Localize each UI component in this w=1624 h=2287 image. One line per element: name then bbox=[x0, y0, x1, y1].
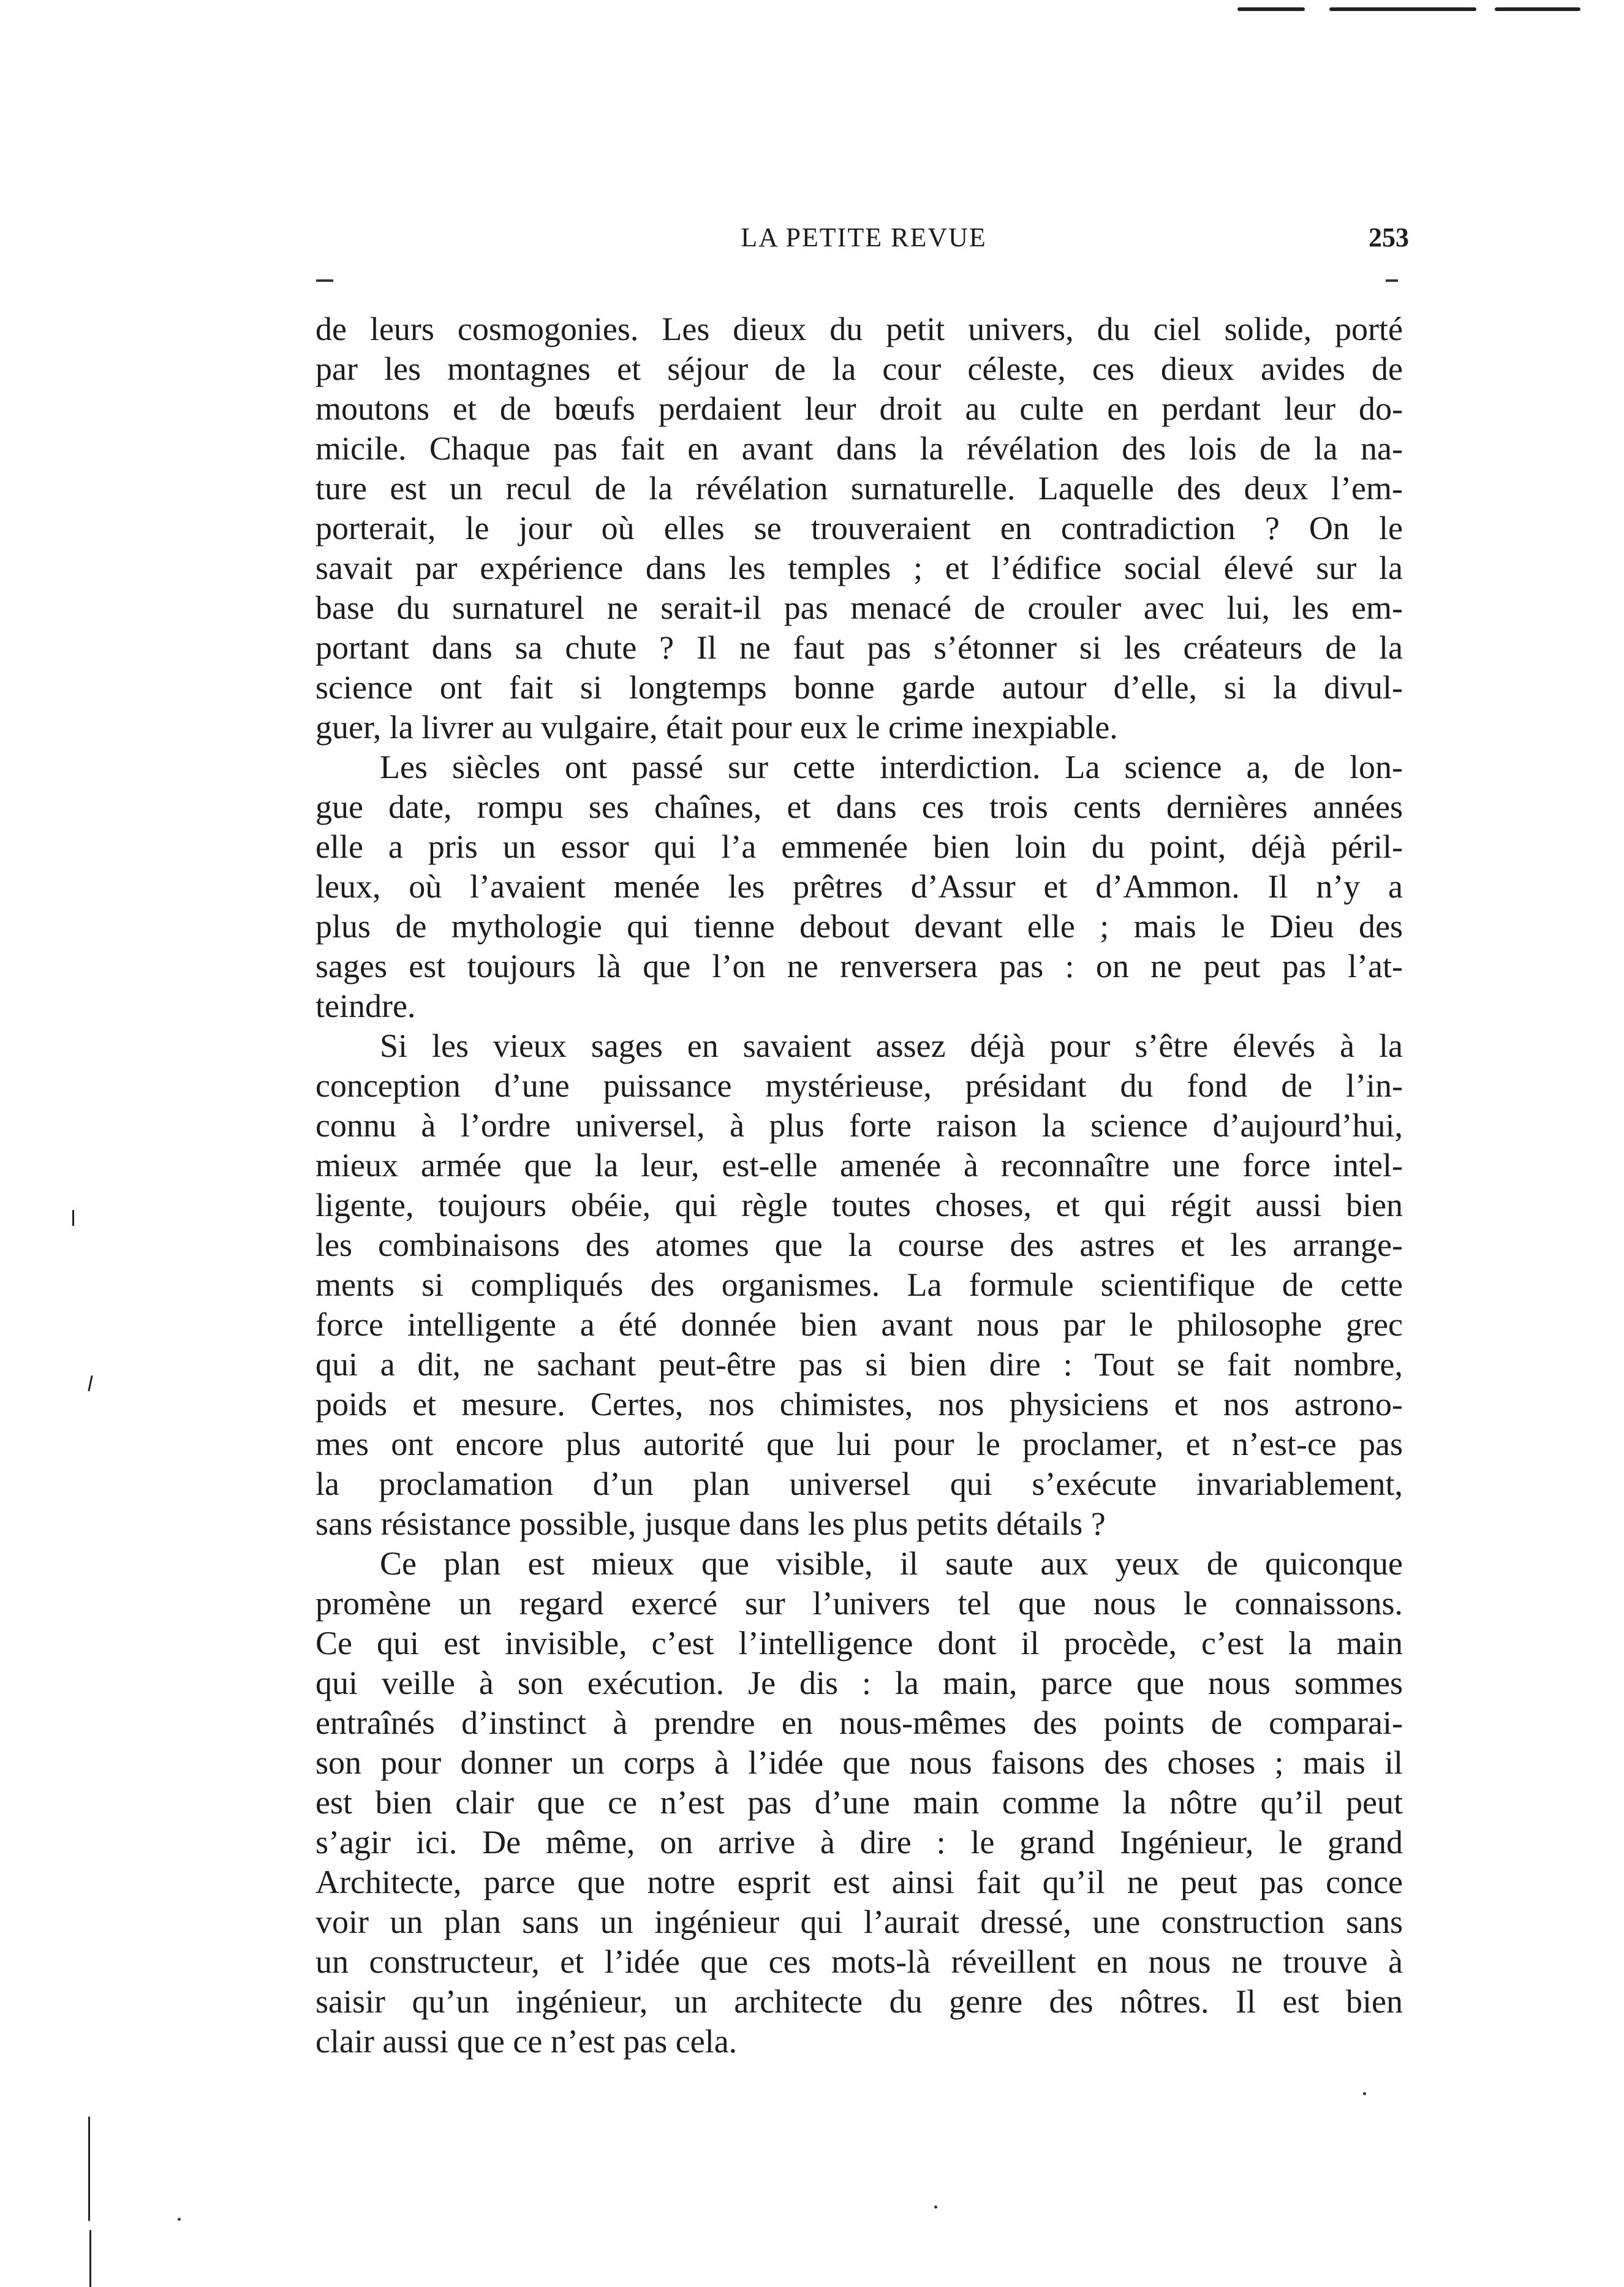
scan-artifact-top bbox=[1495, 7, 1581, 11]
text-line: un constructeur, et l’idée que ces mots-là réveillent en nous ne trouve à bbox=[315, 1943, 1403, 1980]
scan-speck bbox=[178, 2218, 181, 2221]
margin-scan-mark bbox=[88, 1375, 93, 1391]
text-line: les combinaisons des atomes que la course des astres et les arrange- bbox=[315, 1227, 1403, 1263]
text-line: ligente, toujours obéie, qui règle toutes choses, et qui régit aussi bien bbox=[315, 1187, 1403, 1223]
text-line: base du surnaturel ne serait-il pas menacé de crouler avec lui, les em- bbox=[315, 589, 1403, 626]
text-line: son pour donner un corps à l’idée que nous faisons des choses ; mais il bbox=[315, 1744, 1403, 1781]
margin-scan-mark bbox=[88, 2117, 90, 2221]
text-line: teindre. bbox=[315, 988, 416, 1024]
text-line: leux, où l’avaient menée les prêtres d’Assur et d’Ammon. Il n’y a bbox=[315, 868, 1403, 905]
text-line: porterait, le jour où elles se trouveraient en contradiction ? On le bbox=[315, 510, 1403, 546]
text-line: mes ont encore plus autorité que lui pour le proclamer, et n’est-ce pas bbox=[315, 1426, 1403, 1462]
text-line: mieux armée que la leur, est-elle amenée à reconnaître une force intel- bbox=[315, 1147, 1403, 1184]
text-line: entraînés d’instinct à prendre en nous-mêmes des points de comparai- bbox=[315, 1704, 1403, 1741]
text-line: qui veille à son exécution. Je dis : la main, parce que nous sommes bbox=[315, 1665, 1403, 1701]
text-line: portant dans sa chute ? Il ne faut pas s’étonner si les créateurs de la bbox=[315, 629, 1403, 666]
text-line: elle a pris un essor qui l’a emmenée bien loin du point, déjà péril- bbox=[315, 828, 1403, 865]
running-head: LA PETITE REVUE bbox=[741, 222, 987, 252]
text-line: guer, la livrer au vulgaire, était pour eux le crime inexpiable. bbox=[315, 709, 1118, 746]
text-line: de leurs cosmogonies. Les dieux du petit univers, du ciel solide, porté bbox=[315, 311, 1403, 347]
text-line: Les siècles ont passé sur cette interdiction. La science a, de lon- bbox=[380, 749, 1403, 785]
page-header bbox=[319, 222, 1409, 265]
text-line: moutons et de bœufs perdaient leur droit au culte en perdant leur do- bbox=[315, 390, 1403, 427]
text-line: plus de mythologie qui tienne debout devant elle ; mais le Dieu des bbox=[315, 908, 1403, 945]
text-line: savait par expérience dans les temples ; et l’édifice social élevé sur la bbox=[315, 550, 1403, 586]
text-line: ments si compliqués des organismes. La formule scientifique de cette bbox=[315, 1266, 1403, 1303]
scan-artifact-top bbox=[1237, 7, 1305, 11]
page-number: 253 bbox=[1369, 222, 1409, 252]
text-line: Ce plan est mieux que visible, il saute aux yeux de quiconque bbox=[380, 1545, 1403, 1582]
text-line: force intelligente a été donnée bien avant nous par le philosophe grec bbox=[315, 1306, 1403, 1343]
text-line: voir un plan sans un ingénieur qui l’aurait dressé, une construction sans bbox=[315, 1903, 1403, 1940]
text-line: gue date, rompu ses chaînes, et dans ces trois cents dernières années bbox=[315, 788, 1403, 825]
margin-scan-mark bbox=[72, 1210, 74, 1226]
text-line: science ont fait si longtemps bonne garde autour d’elle, si la divul- bbox=[315, 669, 1403, 706]
scan-artifact-top bbox=[1329, 7, 1476, 11]
text-line: Architecte, parce que notre esprit est ainsi fait qu’il ne peut pas conce bbox=[315, 1864, 1403, 1900]
margin-scan-mark bbox=[89, 2230, 91, 2287]
text-line: clair aussi que ce n’est pas cela. bbox=[315, 2023, 738, 2060]
body-text bbox=[315, 309, 1403, 2062]
scan-speck bbox=[1363, 2092, 1366, 2095]
header-rule-left bbox=[316, 279, 333, 282]
text-line: la proclamation d’un plan universel qui s’exécute invariablement, bbox=[315, 1465, 1403, 1502]
text-line: connu à l’ordre universel, à plus forte raison la science d’aujourd’hui, bbox=[315, 1107, 1403, 1144]
text-line: promène un regard exercé sur l’univers tel que nous le connaissons. bbox=[315, 1585, 1403, 1622]
text-line: par les montagnes et séjour de la cour céleste, ces dieux avides de bbox=[315, 350, 1403, 387]
text-line: saisir qu’un ingénieur, un architecte du genre des nôtres. Il est bien bbox=[315, 1983, 1403, 2020]
scan-speck bbox=[934, 2206, 937, 2209]
text-line: sans résistance possible, jusque dans les plus petits détails ? bbox=[315, 1505, 1106, 1542]
text-line: micile. Chaque pas fait en avant dans la révélation des lois de la na- bbox=[315, 430, 1403, 467]
header-rule-right bbox=[1386, 279, 1398, 282]
text-line: sages est toujours là que l’on ne renversera pas : on ne peut pas l’at- bbox=[315, 948, 1403, 985]
text-line: conception d’une puissance mystérieuse, présidant du fond de l’in- bbox=[315, 1067, 1403, 1104]
text-line: poids et mesure. Certes, nos chimistes, nos physiciens et nos astrono- bbox=[315, 1386, 1403, 1423]
text-line: est bien clair que ce n’est pas d’une main comme la nôtre qu’il peut bbox=[315, 1784, 1403, 1821]
text-line: ture est un recul de la révélation surnaturelle. Laquelle des deux l’em- bbox=[315, 470, 1403, 507]
text-line: Ce qui est invisible, c’est l’intelligence dont il procède, c’est la main bbox=[315, 1625, 1403, 1661]
text-line: s’agir ici. De même, on arrive à dire : le grand Ingénieur, le grand bbox=[315, 1824, 1403, 1861]
text-line: Si les vieux sages en savaient assez déjà pour s’être élevés à la bbox=[380, 1027, 1403, 1064]
text-line: qui a dit, ne sachant peut-être pas si bien dire : Tout se fait nombre, bbox=[315, 1346, 1403, 1383]
